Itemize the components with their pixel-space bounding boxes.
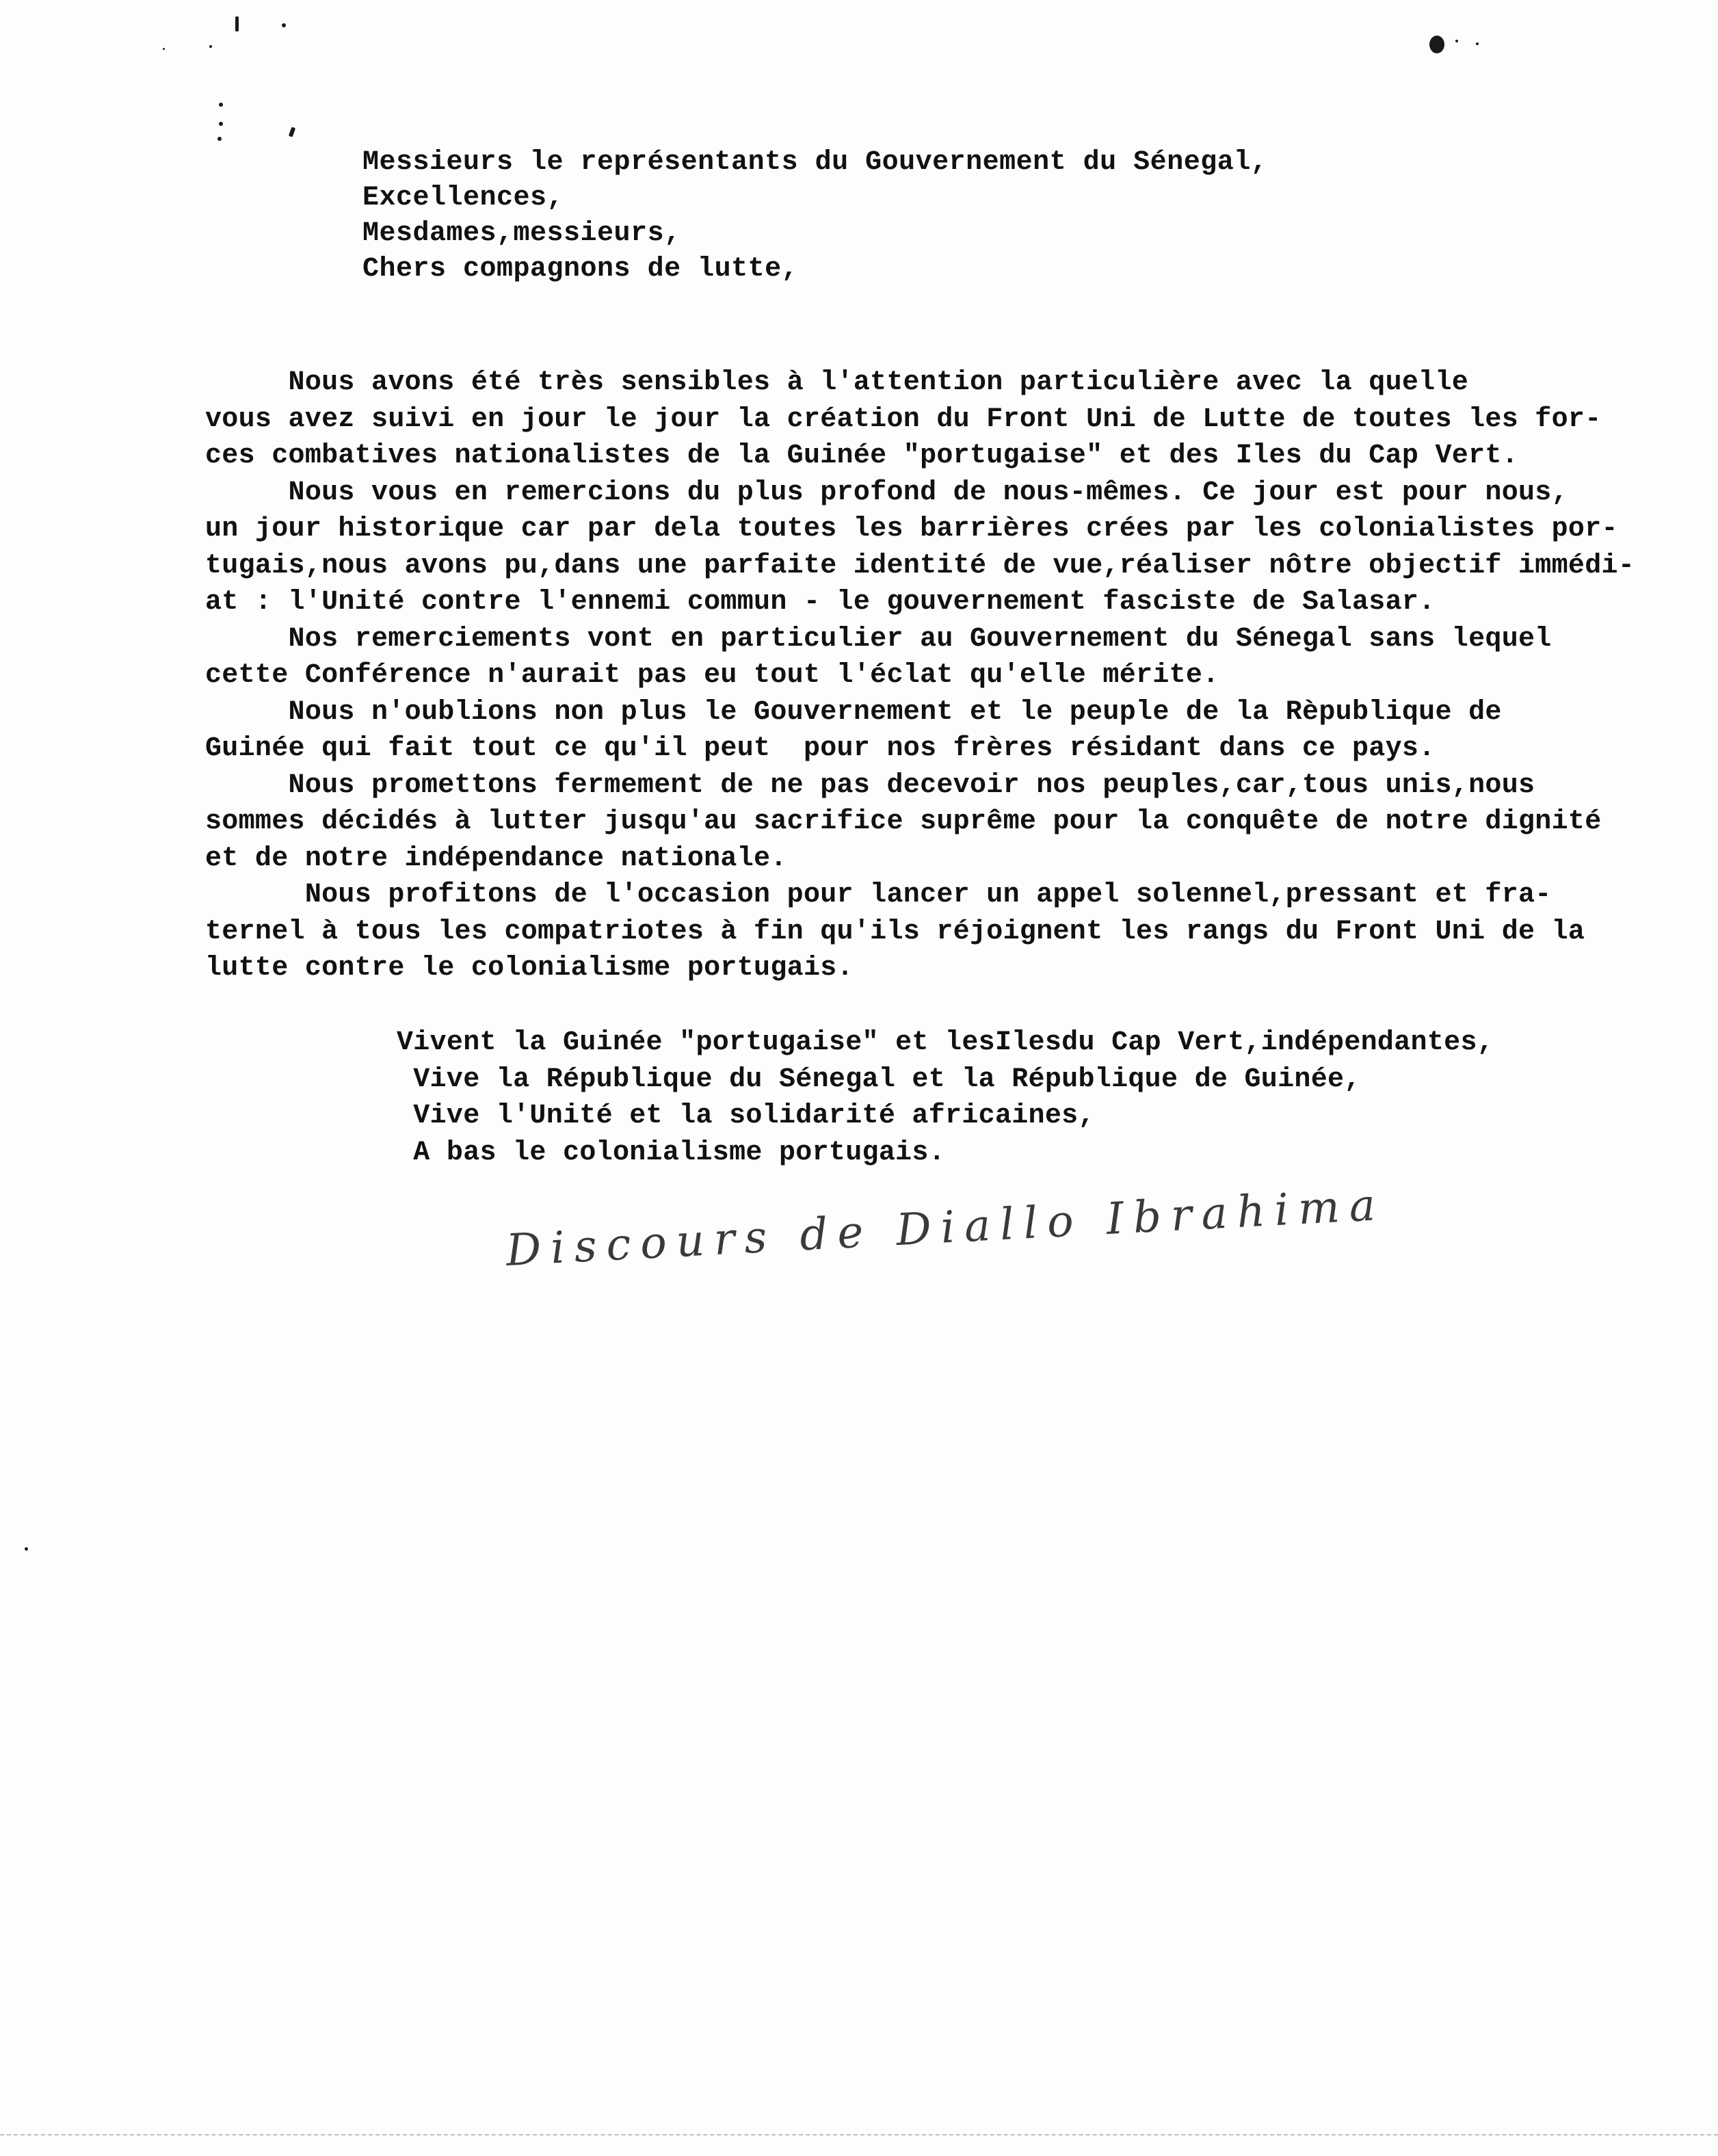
scan-speck — [1455, 40, 1458, 42]
body-line: Nous vous en remercions du plus profond de nous-mêmes. Ce jour est pour nous, — [205, 477, 1568, 508]
body-line: Nous profitons de l'occasion pour lancer un appel solennel,pressant et fra- — [205, 880, 1552, 910]
handwritten-annotation: Discours de Diallo Ibrahima — [505, 1179, 1386, 1276]
body-line: ces combatives nationalistes de la Guinée "portugaise" et des Iles du Cap Vert. — [205, 441, 1519, 471]
scan-bottom-edge — [0, 2134, 1718, 2137]
body-line: Nous avons été très sensibles à l'attention particulière avec la quelle — [205, 367, 1469, 398]
body-line: cette Conférence n'aurait pas eu tout l'éclat qu'elle mérite. — [205, 660, 1219, 691]
body-line: at : l'Unité contre l'ennemi commun - le gouvernement fasciste de Salasar. — [205, 587, 1436, 618]
salutation-line: Messieurs le représentants du Gouvernement du Sénegal, — [362, 147, 1268, 178]
body-line: vous avez suivi en jour le jour la création du Front Uni de Lutte de toutes les for- — [205, 404, 1602, 435]
slogan-line: Vive l'Unité et la solidarité africaines, — [397, 1101, 1095, 1131]
scan-speck — [282, 23, 286, 27]
body-line: lutte contre le colonialisme portugais. — [205, 953, 854, 984]
body-line: ternel à tous les compatriotes à fin qu'ils réjoignent les rangs du Front Uni de la — [205, 916, 1585, 947]
closing-slogans — [397, 1025, 1559, 1171]
salutation-line: Mesdames,messieurs, — [362, 218, 681, 249]
body-line: un jour historique car par dela toutes les barrières crées par les colonialistes por- — [205, 514, 1618, 544]
speech-body — [205, 365, 1635, 987]
scan-speck — [235, 16, 239, 31]
scan-speck — [217, 137, 222, 141]
salutation-block — [362, 145, 1594, 287]
slogan-line: Vive la République du Sénegal et la République de Guinée, — [397, 1064, 1361, 1095]
slogan-line: Vivent la Guinée "portugaise" et lesIlesdu Cap Vert,indépendantes, — [397, 1027, 1494, 1058]
scan-speck — [1476, 42, 1479, 45]
salutation-line: Excellences, — [362, 183, 564, 213]
body-line: Nous n'oublions non plus le Gouvernement et le peuple de la Rèpublique de — [205, 696, 1502, 728]
scan-speck — [219, 103, 223, 107]
scan-speck — [1429, 36, 1444, 53]
slogan-line: A bas le colonialisme portugais. — [397, 1137, 946, 1168]
scan-speck — [289, 127, 295, 137]
body-line: Guinée qui fait tout ce qu'il peut pour nos frères résidant dans ce pays. — [205, 733, 1436, 764]
scan-speck — [163, 48, 165, 50]
body-line: tugais,nous avons pu,dans une parfaite identité de vue,réaliser nôtre objectif immédi- — [205, 550, 1635, 581]
body-line: Nos remerciements vont en particulier au Gouvernement du Sénegal sans lequel — [205, 623, 1552, 655]
salutation-line: Chers compagnons de lutte, — [362, 254, 799, 285]
body-line: sommes décidés à lutter jusqu'au sacrifice suprême pour la conquête de notre dignité — [205, 806, 1602, 837]
body-line: et de notre indépendance nationale. — [205, 843, 787, 874]
scan-speck — [219, 122, 223, 126]
scan-speck — [209, 45, 212, 48]
body-line: Nous promettons fermement de ne pas decevoir nos peuples,car,tous unis,nous — [205, 770, 1535, 801]
scan-speck — [25, 1547, 28, 1551]
